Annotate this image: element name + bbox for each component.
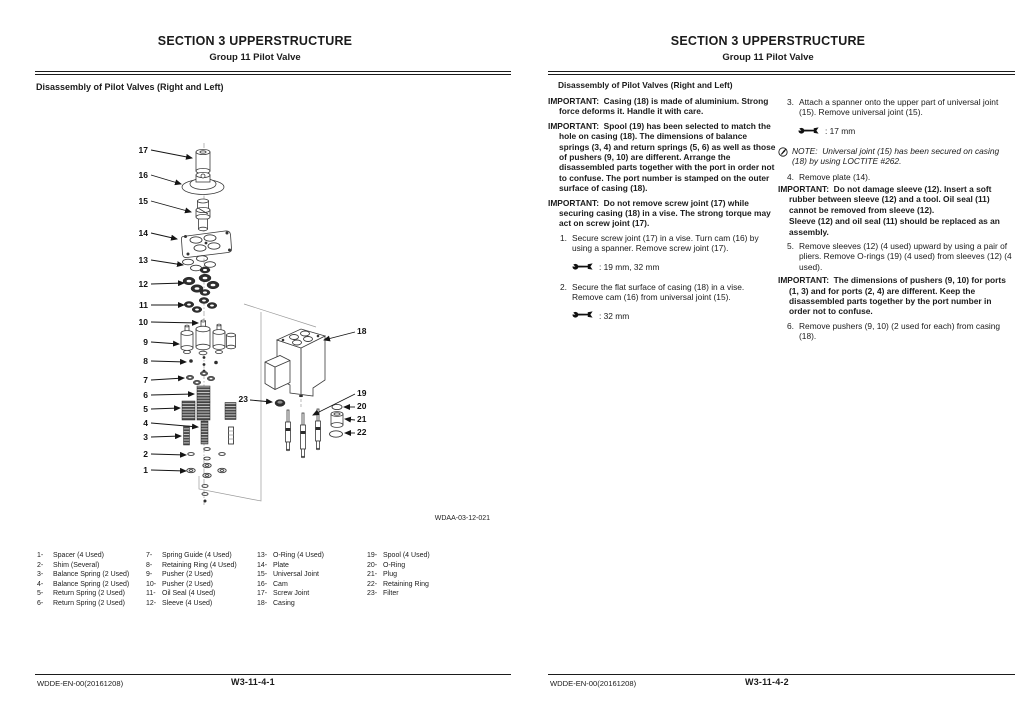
tool-size-1: : 19 mm, 32 mm	[548, 262, 777, 273]
part-spacers	[187, 463, 226, 502]
callout-16: 16	[138, 170, 148, 180]
callout-22: 22	[357, 427, 367, 437]
part-screw-joint	[196, 149, 210, 173]
part-row: 23- Filter	[367, 590, 399, 598]
figure-code: WDAA-03-12-021	[434, 515, 490, 522]
callout-23: 23	[238, 394, 248, 404]
callout-6: 6	[143, 390, 148, 400]
important-note-2: IMPORTANT: Spool (19) has been selected to match the hole on casing (18). The dimensions of balance springs (3, 4) and return springs (5, 6) as well as those of pushers (9, 10) are different. Arrange the disassembled parts together with the port in order not to confuse. The port number is stamped on the outer surface of casing (18).	[548, 120, 776, 194]
callout-8: 8	[143, 356, 148, 366]
part-row: 18- Casing	[257, 599, 295, 607]
group-heading: Group 11 Pilot Valve	[722, 52, 814, 63]
callout-1: 1	[143, 465, 148, 475]
callout-5: 5	[143, 404, 148, 414]
wrench-icon	[798, 126, 819, 137]
callout-18: 18	[357, 326, 367, 336]
step-6: 6. Remove pushers (9, 10) (2 used for each) from casing (18).	[787, 320, 1001, 342]
part-oil-seals	[184, 298, 217, 313]
page-title: Disassembly of Pilot Valves (Right and Left)	[558, 80, 733, 90]
part-o-rings	[183, 256, 216, 271]
page-title: Disassembly of Pilot Valves (Right and Left)	[36, 82, 224, 92]
page-number: W3-11-4-1	[231, 677, 275, 687]
part-shims	[188, 448, 225, 460]
part-spring-guides	[186, 371, 215, 385]
part-row: 3- Balance Spring (2 Used)	[37, 571, 130, 579]
note-text: NOTE: Universal joint (15) has been secured on casing (18) by using LOCTITE #262.	[792, 145, 1000, 167]
part-filter	[275, 400, 285, 407]
callout-9: 9	[143, 337, 148, 347]
part-row: 6- Return Spring (2 Used)	[37, 599, 125, 607]
page-number: W3-11-4-2	[745, 677, 789, 687]
part-row: 11- Oil Seal (4 Used)	[146, 590, 216, 598]
parts-column-3	[257, 551, 324, 609]
part-row: 1- Spacer (4 Used)	[37, 552, 104, 559]
part-row: 10- Pusher (2 Used)	[146, 580, 213, 588]
part-row: 15- Universal Joint	[257, 571, 319, 579]
callout-10: 10	[138, 317, 148, 327]
callout-labels	[139, 145, 367, 475]
part-retaining-rings	[189, 356, 218, 372]
group-heading: Group 11 Pilot Valve	[209, 52, 301, 63]
part-row: 19- Spool (4 Used)	[367, 552, 430, 559]
step-4: 4. Remove plate (14).	[787, 171, 871, 182]
important-note-5: IMPORTANT: The dimensions of pushers (9, 10) for ports (1, 3) and for ports (2, 4) are different. Keep the disassembled parts together by the port number in order not to confuse.	[778, 275, 1006, 317]
part-row: 13- O-Ring (4 Used)	[257, 552, 324, 559]
callout-7: 7	[143, 375, 148, 385]
step-1: 1. Secure screw joint (17) in a vise. Turn cam (16) by using a spanner. Remove screw joint (17).	[560, 232, 759, 254]
part-universal-joint	[196, 199, 210, 231]
callout-3: 3	[143, 432, 148, 442]
part-springs	[182, 386, 236, 445]
part-sleeves	[183, 267, 219, 296]
part-row: 17- Screw Joint	[257, 590, 310, 598]
page-header	[35, 34, 475, 63]
callout-12: 12	[138, 279, 148, 289]
footer-rule	[548, 674, 1015, 675]
callout-20: 20	[357, 401, 367, 411]
callout-13: 13	[138, 255, 148, 265]
callout-2: 2	[143, 449, 148, 459]
footer-rule	[35, 674, 511, 675]
callout-arrows	[151, 150, 355, 471]
text-column-1	[548, 96, 777, 330]
wrench-icon	[572, 262, 593, 273]
important-note-1: IMPORTANT: Casing (18) is made of aluminium. Strong force deforms it. Handle it with care.	[548, 96, 769, 117]
callout-11: 11	[139, 300, 148, 310]
wrench-icon	[572, 310, 593, 321]
double-rule	[35, 71, 511, 75]
part-plate	[181, 231, 231, 258]
part-row: 16- Cam	[257, 580, 288, 588]
important-note-3: IMPORTANT: Do not remove screw joint (17) while securing casing (18) in a vise. The strong torque may act on screw joint (17).	[548, 197, 771, 229]
part-row: 12- Sleeve (4 Used)	[146, 599, 213, 607]
step-2: 2. Secure the flat surface of casing (18) in a vise. Remove cam (16) from universal joint (15).	[560, 281, 745, 302]
doc-number: WDDE-EN-00(20161208)	[550, 679, 637, 688]
section-heading: SECTION 3 UPPERSTRUCTURE	[670, 34, 866, 48]
part-row: 7- Spring Guide (4 Used)	[146, 552, 232, 559]
section-heading: SECTION 3 UPPERSTRUCTURE	[157, 34, 353, 48]
tool-size-3: : 17 mm	[778, 126, 1015, 137]
parts-column-4	[367, 551, 430, 599]
part-row: 21- Plug	[367, 571, 398, 579]
text-column-2	[778, 94, 1015, 344]
part-row: 4- Balance Spring (2 Used)	[37, 580, 130, 588]
parts-column-2	[146, 551, 237, 609]
part-row: 2- Shim (Several)	[37, 561, 100, 569]
double-rule	[548, 71, 1015, 75]
backdrop-panel	[199, 304, 316, 501]
part-plug-group	[330, 404, 344, 437]
part-casing	[265, 329, 325, 409]
part-row: 22- Retaining Ring	[367, 580, 429, 588]
pen-icon	[778, 147, 788, 167]
part-row: 8- Retaining Ring (4 Used)	[146, 561, 237, 569]
part-row: 5- Return Spring (2 Used)	[37, 590, 125, 598]
page-header	[548, 34, 988, 63]
part-row: 14- Plate	[257, 561, 289, 569]
callout-14: 14	[138, 228, 148, 238]
callout-4: 4	[143, 418, 148, 428]
callout-15: 15	[138, 196, 148, 206]
note-block	[778, 146, 1015, 167]
part-row: 20- O-Ring	[367, 561, 406, 569]
part-row: 9- Pusher (2 Used)	[146, 571, 213, 579]
callout-19: 19	[357, 388, 367, 398]
part-cam	[182, 172, 224, 194]
step-5: 5. Remove sleeves (12) (4 used) upward by using a pair of pliers. Remove O-rings (19) (4 used) from sleeves (12) (4 used).	[787, 240, 1012, 272]
parts-column-1	[37, 551, 129, 609]
important-note-4-continued: Sleeve (12) and oil seal (11) should be replaced as an assembly.	[789, 216, 1000, 237]
important-note-4: IMPORTANT: Do not damage sleeve (12). Insert a soft rubber between sleeve (12) and a tool. Oil seal (11) cannot be removed from sleeve (12).	[778, 183, 992, 215]
callout-17: 17	[138, 145, 148, 155]
callout-21: 21	[357, 414, 367, 424]
tool-size-2: : 32 mm	[548, 310, 777, 321]
part-pushers	[181, 320, 236, 355]
doc-number: WDDE-EN-00(20161208)	[37, 679, 124, 688]
part-spools	[286, 409, 321, 458]
step-3: 3. Attach a spanner onto the upper part of universal joint (15). Remove universal joint (15).	[787, 97, 999, 118]
